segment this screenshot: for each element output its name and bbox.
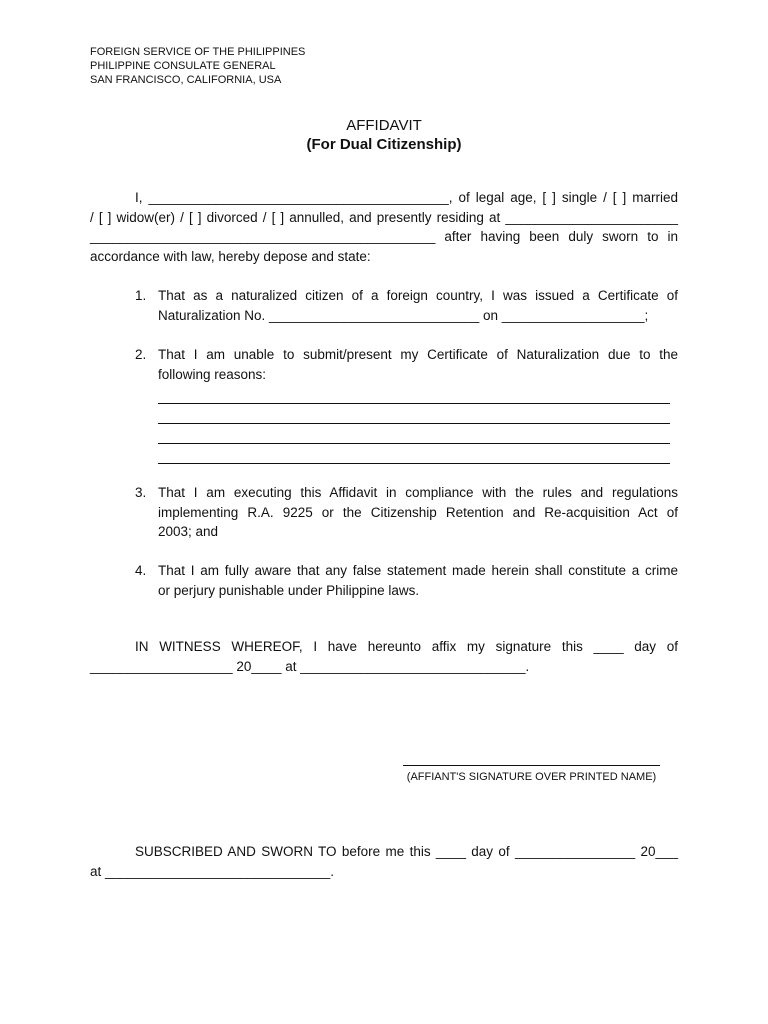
signature-line[interactable] xyxy=(403,765,660,766)
item-number: 1. xyxy=(135,288,147,303)
sworn-line-1: SUBSCRIBED AND SWORN TO before me this ____ day of ________________ 20___ xyxy=(135,844,678,859)
reason-blank-line[interactable] xyxy=(158,424,670,444)
item-number: 4. xyxy=(135,563,147,578)
witness-line-1: IN WITNESS WHEREOF, I have hereunto affix my signature this ____ day of xyxy=(135,639,678,654)
intro-line-2: / [ ] widow(er) / [ ] divorced / [ ] annulled, and presently residing at _______________________ xyxy=(90,209,678,225)
item-line: That as a naturalized citizen of a foreign country, I was issued a Certificate of xyxy=(158,288,678,303)
reason-blank-line[interactable] xyxy=(158,384,670,404)
item-number: 2. xyxy=(135,347,147,362)
reason-blank-line[interactable] xyxy=(158,444,670,464)
sworn-paragraph xyxy=(90,842,678,881)
header-line-2: PHILIPPINE CONSULATE GENERAL xyxy=(90,60,276,72)
sworn-line-2: at ______________________________. xyxy=(90,863,335,879)
intro-line-4: accordance with law, hereby depose and state: xyxy=(90,248,371,264)
item-line: 2003; and xyxy=(158,524,219,539)
witness-paragraph xyxy=(90,637,678,676)
item-line: or perjury punishable under Philippine laws. xyxy=(158,582,420,598)
witness-line-2: ___________________ 20____ at ______________________________. xyxy=(90,658,530,674)
item-line: That I am executing this Affidavit in compliance with the rules and regulations xyxy=(158,485,678,500)
item-line: Naturalization No. ____________________________ on ___________________; xyxy=(158,307,649,323)
item-number: 3. xyxy=(135,485,147,500)
item-line: implementing R.A. 9225 or the Citizenship Retention and Re-acquisition Act of xyxy=(158,504,678,520)
header-line-3: SAN FRANCISCO, CALIFORNIA, USA xyxy=(90,74,282,86)
reason-blank-line[interactable] xyxy=(158,404,670,424)
item-line: That I am unable to submit/present my Certificate of Naturalization due to the xyxy=(158,347,678,362)
intro-line-1: I, ________________________________________, of legal age, [ ] single / [ ] married xyxy=(135,190,678,205)
signature-caption: (AFFIANT'S SIGNATURE OVER PRINTED NAME) xyxy=(406,771,657,783)
item-line: following reasons: xyxy=(158,366,267,382)
document-subtitle: (For Dual Citizenship) xyxy=(306,136,462,153)
intro-line-3: ______________________________________________ after having been duly sworn to in xyxy=(90,229,678,244)
item-line: That I am fully aware that any false statement made herein shall constitute a crime xyxy=(158,563,678,578)
consulate-header xyxy=(90,45,305,87)
header-line-1: FOREIGN SERVICE OF THE PHILIPPINES xyxy=(90,46,306,58)
intro-paragraph xyxy=(90,188,678,266)
document-title: AFFIDAVIT xyxy=(346,117,422,134)
